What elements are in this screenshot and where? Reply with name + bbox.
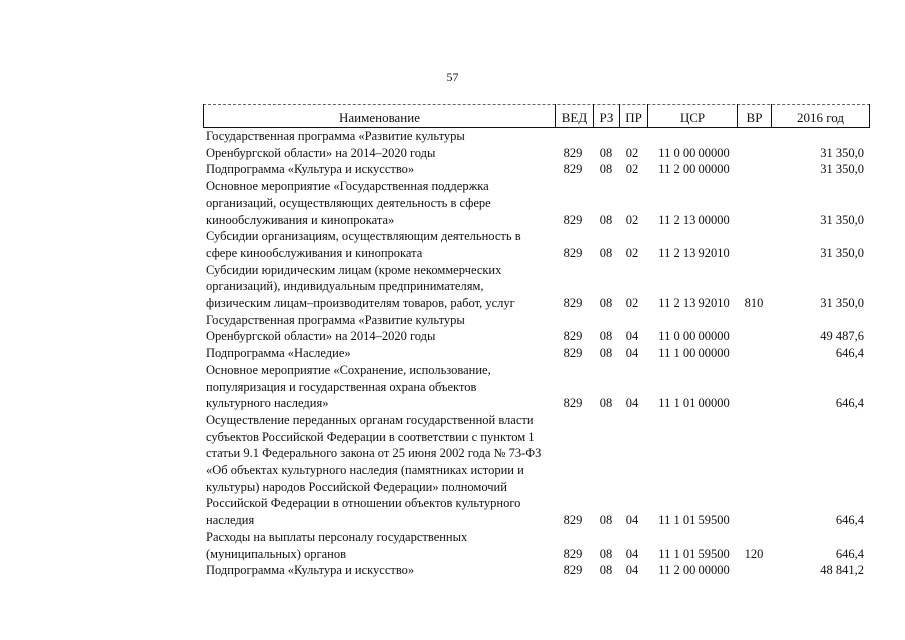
- row-amount: 48 841,2: [820, 563, 864, 578]
- table-row: [203, 262, 870, 312]
- row-name-line: статьи 9.1 Федерального закона от 25 июня 2002 года № 73-ФЗ: [206, 446, 542, 461]
- table-header: [203, 104, 870, 128]
- row-ved: 829: [563, 245, 583, 260]
- row-pr: 02: [625, 245, 639, 260]
- row-rz: 08: [599, 396, 613, 411]
- row-name-line: сфере кинообслуживания и кинопроката: [206, 245, 423, 260]
- row-name-line: субъектов Российской Федерации в соответствии с пунктом 1: [206, 429, 535, 444]
- row-pr: 04: [625, 546, 639, 561]
- row-name: [203, 345, 548, 362]
- row-ved: 829: [563, 329, 583, 344]
- row-name-line: Оренбургской области» на 2014–2020 годы: [206, 145, 436, 160]
- row-amount: 646,4: [835, 346, 864, 361]
- row-name-line: Основное мероприятие «Государственная поддержка: [206, 179, 489, 194]
- row-name: [203, 262, 548, 312]
- row-name-line: Субсидии организациям, осуществляющим деятельность в: [206, 229, 521, 244]
- row-ved: 829: [563, 563, 583, 578]
- row-csr: 11 2 13 92010: [658, 296, 730, 311]
- row-amount: 31 350,0: [820, 296, 864, 311]
- row-name: [203, 529, 548, 562]
- header-year: 2016 год: [771, 104, 870, 127]
- row-ved: 829: [563, 513, 583, 528]
- row-rz: 08: [599, 563, 613, 578]
- row-amount: 31 350,0: [820, 212, 864, 227]
- row-rz: 08: [599, 245, 613, 260]
- row-name-line: Подпрограмма «Культура и искусство»: [206, 162, 415, 177]
- header-ved: ВЕД: [555, 104, 593, 127]
- row-amount: 646,4: [835, 513, 864, 528]
- header-rz: РЗ: [593, 104, 619, 127]
- row-name-line: организаций), индивидуальным предпринимателям,: [206, 279, 484, 294]
- header-name: Наименование: [203, 104, 555, 127]
- header-vr: ВР: [737, 104, 771, 127]
- row-name-line: Основное мероприятие «Сохранение, использование,: [206, 362, 491, 377]
- row-pr: 02: [625, 296, 639, 311]
- row-name: [203, 178, 548, 228]
- row-rz: 08: [599, 145, 613, 160]
- row-ved: 829: [563, 162, 583, 177]
- row-rz: 08: [599, 329, 613, 344]
- row-rz: 08: [599, 162, 613, 177]
- table-row: [203, 562, 870, 579]
- row-amount: 31 350,0: [820, 145, 864, 160]
- row-pr: 04: [625, 396, 639, 411]
- row-name-line: Государственная программа «Развитие культуры: [206, 312, 465, 327]
- row-name-line: культуры) народов Российской Федерации» полномочий: [206, 479, 507, 494]
- row-ved: 829: [563, 296, 583, 311]
- row-csr: 11 0 00 00000: [658, 145, 730, 160]
- table-row: [203, 128, 870, 161]
- row-ved: 829: [563, 346, 583, 361]
- row-name: [203, 312, 548, 345]
- row-pr: 02: [625, 162, 639, 177]
- row-name: [203, 128, 548, 161]
- row-name-line: Подпрограмма «Культура и искусство»: [206, 563, 415, 578]
- row-pr: 04: [625, 563, 639, 578]
- row-rz: 08: [599, 296, 613, 311]
- row-name: [203, 362, 548, 412]
- table-row: [203, 312, 870, 345]
- row-pr: 02: [625, 145, 639, 160]
- row-csr: 11 2 00 00000: [658, 563, 730, 578]
- row-name-line: Подпрограмма «Наследие»: [206, 346, 351, 361]
- page-number: 57: [446, 70, 459, 84]
- row-amount: 646,4: [835, 396, 864, 411]
- row-pr: 02: [625, 212, 639, 227]
- row-csr: 11 1 01 00000: [658, 396, 730, 411]
- table-row: [203, 362, 870, 412]
- row-pr: 04: [625, 329, 639, 344]
- row-amount: 49 487,6: [820, 329, 864, 344]
- table-row: [203, 529, 870, 562]
- header-pr: ПР: [619, 104, 647, 127]
- row-name-line: Российской Федерации в отношении объектов культурного: [206, 496, 521, 511]
- row-rz: 08: [599, 546, 613, 561]
- row-name-line: кинообслуживания и кинопроката»: [206, 212, 395, 227]
- row-csr: 11 2 00 00000: [658, 162, 730, 177]
- row-ved: 829: [563, 396, 583, 411]
- row-rz: 08: [599, 346, 613, 361]
- row-csr: 11 1 00 00000: [658, 346, 730, 361]
- row-pr: 04: [625, 513, 639, 528]
- row-vr: 120: [744, 546, 764, 561]
- row-name-line: Расходы на выплаты персоналу государственных: [206, 529, 468, 544]
- row-name-line: наследия: [206, 513, 255, 528]
- row-csr: 11 1 01 59500: [658, 513, 730, 528]
- row-name: [203, 161, 548, 178]
- row-name-line: «Об объектах культурного наследия (памятниках истории и: [206, 463, 524, 478]
- row-csr: 11 2 13 00000: [658, 212, 730, 227]
- table-body: [203, 128, 870, 579]
- row-name-line: организаций, осуществляющих деятельность в сфере: [206, 195, 491, 210]
- budget-table: [203, 104, 870, 579]
- row-csr: 11 1 01 59500: [658, 546, 730, 561]
- row-name-line: Государственная программа «Развитие культуры: [206, 129, 465, 143]
- row-name-line: (муниципальных) органов: [206, 546, 347, 561]
- table-row: [203, 228, 870, 261]
- row-rz: 08: [599, 212, 613, 227]
- row-name-line: популяризация и государственная охрана объектов: [206, 379, 477, 394]
- row-amount: 646,4: [835, 546, 864, 561]
- table-row: [203, 345, 870, 362]
- row-name-line: Оренбургской области» на 2014–2020 годы: [206, 329, 436, 344]
- row-name-line: Осуществление переданных органам государственной власти: [206, 412, 534, 427]
- row-name-line: физическим лицам–производителям товаров, работ, услуг: [206, 296, 515, 311]
- table-row: [203, 178, 870, 228]
- table-row: [203, 161, 870, 178]
- row-csr: 11 0 00 00000: [658, 329, 730, 344]
- row-amount: 31 350,0: [820, 245, 864, 260]
- row-pr: 04: [625, 346, 639, 361]
- row-name: [203, 562, 548, 579]
- row-amount: 31 350,0: [820, 162, 864, 177]
- table-row: [203, 412, 870, 529]
- row-vr: 810: [744, 296, 764, 311]
- row-name-line: культурного наследия»: [206, 396, 329, 411]
- row-name-line: Субсидии юридическим лицам (кроме некоммерческих: [206, 262, 502, 277]
- row-ved: 829: [563, 145, 583, 160]
- row-name: [203, 412, 548, 529]
- row-ved: 829: [563, 212, 583, 227]
- row-ved: 829: [563, 546, 583, 561]
- row-rz: 08: [599, 513, 613, 528]
- row-csr: 11 2 13 92010: [658, 245, 730, 260]
- header-csr: ЦСР: [647, 104, 737, 127]
- row-name: [203, 228, 548, 261]
